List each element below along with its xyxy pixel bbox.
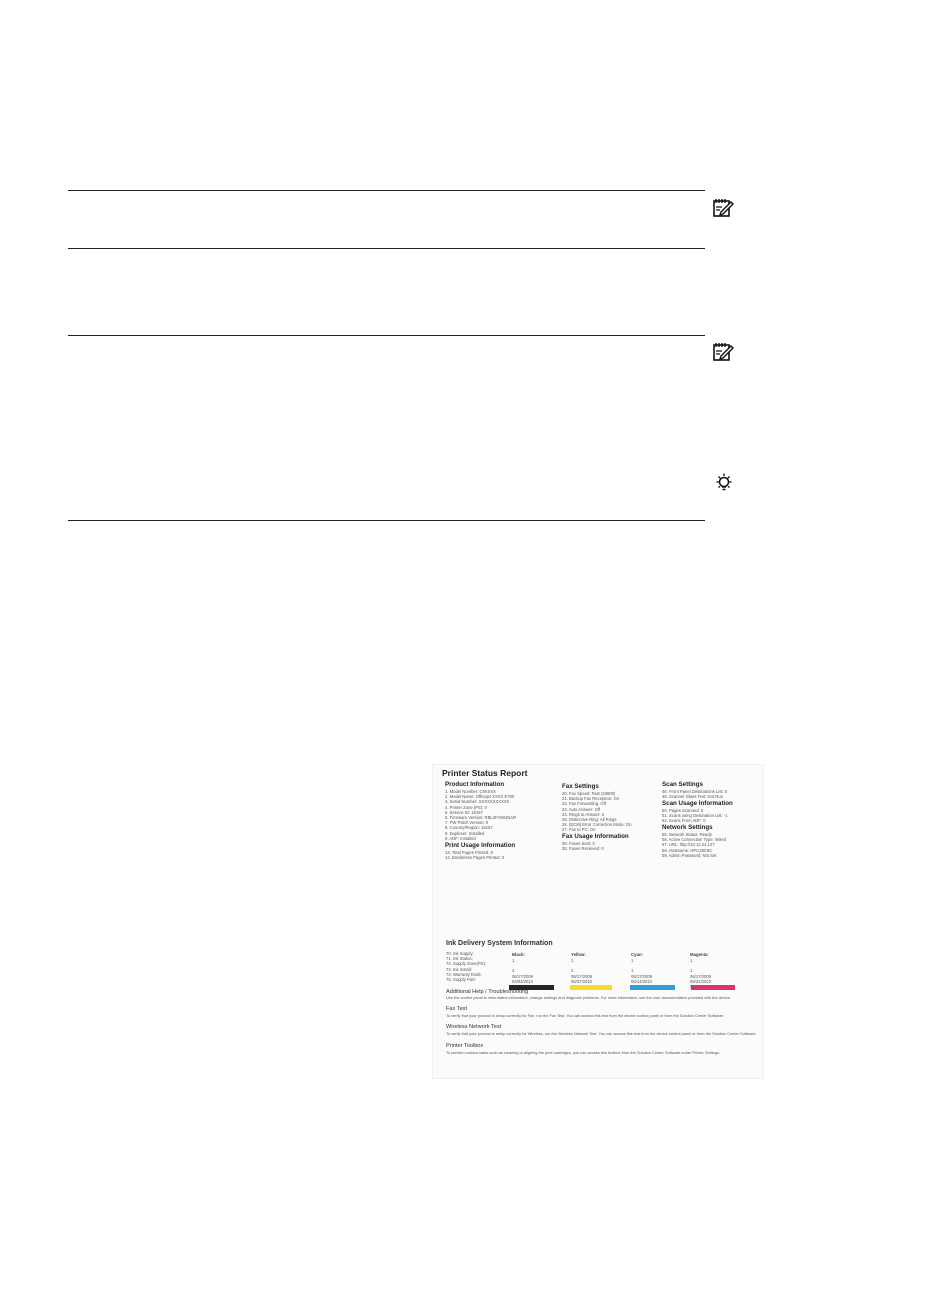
fax-test-text: To verify that your product is setup correctly for Fax, run the Fax Test. You can access this test from the device control panel or from the Solution Center Software.	[446, 1013, 725, 1018]
list-item: 46. Front Panel Destinations List: 0	[662, 789, 728, 794]
ink-swatch-yellow	[570, 985, 612, 990]
list-item: 20. Fax Speed: Fast (33600)	[562, 791, 616, 796]
toolbox-text: To perform various tasks such as cleaning or aligning the print cartridges, you can access this toolbox from the Solution Center Software under Printer Settings.	[446, 1050, 720, 1055]
list-item: 26. (ECM) Error Correction Mode: On	[562, 822, 632, 828]
list-item: 9. ADF: Installed	[445, 835, 476, 841]
list-item: 70. Ink Supply:	[446, 951, 474, 956]
wireless-test-heading: Wireless Network Test	[446, 1024, 502, 1030]
list-item: 1	[690, 968, 693, 974]
printer-status-report	[433, 765, 763, 1078]
list-item: 52. Scans From ADF: 0	[662, 818, 706, 824]
list-item: 23. Auto Answer: Off	[562, 806, 601, 812]
note-pad-icon	[712, 197, 734, 219]
list-item: 24. Rings to Answer: 5	[562, 811, 604, 817]
list-item: 8. Country/Region: 18167	[445, 825, 493, 831]
list-item: 2. Model Name: Officejet XXXX E700	[445, 794, 515, 800]
list-item: 1. Model Number: C9XXXX	[445, 789, 496, 794]
print-usage-list	[445, 850, 504, 860]
list-item: 21. Backup Fax Reception: On	[562, 796, 620, 802]
list-item: 3. Serial Number: XXXXXXXXXXX	[445, 799, 510, 805]
list-item: 06/17/2009	[512, 973, 533, 979]
fax-settings-list	[562, 791, 632, 833]
list-item: 30. Faxes Sent: 0	[562, 841, 595, 846]
list-item: 55. Network Status: Ready	[662, 832, 712, 837]
list-item: 22. Fax Forwarding: Off	[562, 801, 606, 807]
list-item: 06/17/2009	[631, 973, 652, 979]
list-item: 6. Firmware Version: RBL2FA081NAR	[445, 815, 516, 821]
ink-heading: Ink Delivery System Information	[446, 940, 553, 947]
list-item: 1	[512, 958, 515, 963]
list-item: 51. Scans using Destination List: -1	[662, 813, 728, 819]
divider-4	[68, 520, 705, 521]
list-item: 14. Borderless Pages Printed: 0	[445, 855, 505, 861]
list-item: 04/02/2010	[512, 978, 533, 984]
ink-col-magenta: Magenta:	[690, 952, 709, 957]
network-settings-list	[662, 832, 726, 858]
fax-settings-heading: Fax Settings	[562, 783, 599, 790]
list-item: 74. Warranty Ends:	[446, 971, 482, 977]
divider-2	[68, 248, 705, 249]
ink-col-cyan: Cyan:	[631, 952, 643, 957]
scan-usage-list	[662, 808, 728, 824]
list-item: 05/21/2010	[690, 978, 711, 984]
scan-settings-list	[662, 789, 727, 799]
list-item: 72. Supply Zone(PS):	[446, 961, 487, 967]
list-item: 48. Scanner Glass Test: Not Run	[662, 794, 723, 800]
list-item: 4. Printer Zone (PS): 0	[445, 804, 487, 810]
lightbulb-icon	[713, 472, 735, 494]
list-item: 25. Distinctive Ring: All Rings	[562, 817, 617, 823]
list-item: 06/14/2010	[631, 978, 652, 984]
list-item: 5. Service ID: 18167	[445, 809, 483, 815]
product-info-heading: Product Information	[445, 781, 505, 788]
toolbox-heading: Printer Toolbox	[446, 1043, 484, 1049]
list-item: 1	[690, 958, 693, 963]
divider-1	[68, 190, 705, 191]
list-item: 8. Duplexer: Installed	[445, 830, 485, 836]
list-item: 27. Fax to PC: On	[562, 827, 596, 833]
list-item: 1	[571, 968, 574, 974]
divider-3	[68, 335, 705, 336]
list-item: 06/17/2009	[571, 973, 592, 979]
help-text: Use the control panel to view status information, change settings and diagnose problems. For more information, see the user documentation provided with the device.	[446, 995, 732, 1000]
fax-usage-list	[562, 841, 604, 851]
list-item: 73. Ink Install:	[446, 966, 472, 972]
fax-test-heading: Fax Test	[446, 1006, 468, 1012]
list-item: 1	[631, 958, 634, 963]
ink-swatch-magenta	[691, 985, 735, 990]
ink-col-yellow: Yellow:	[571, 952, 586, 957]
ink-swatch-cyan	[630, 985, 675, 990]
list-item: 1	[571, 958, 574, 963]
list-item: 57. URL: http://10.12.24.127	[662, 842, 715, 848]
list-item: 35. Faxes Received: 0	[562, 846, 604, 852]
list-item: 50. Pages Scanned: 0	[662, 808, 704, 813]
network-settings-heading: Network Settings	[662, 824, 713, 831]
list-item: 2	[512, 968, 515, 974]
list-item: 75. Supply Part:	[446, 977, 476, 983]
list-item: 13. Total Pages Printed: 8	[445, 850, 493, 855]
ink-col-black: Black:	[512, 952, 525, 957]
list-item: 58. Hostname: HPC29C8C	[662, 847, 713, 853]
report-title: Printer Status Report	[442, 768, 528, 778]
ink-row-labels	[446, 951, 486, 982]
list-item: 59. Admin Password: Not Set	[662, 852, 717, 858]
list-item: 7. PW Patch Version: 0	[445, 820, 489, 826]
print-usage-heading: Print Usage Information	[445, 842, 516, 849]
list-item: 56. Active Connection Type: Wired	[662, 837, 726, 843]
list-item: 06/17/2009	[690, 973, 711, 979]
wireless-test-text: To verify that your product is setup correctly for Wireless, run the Wireless Network Test. You can access this test from the device control panel or from the Solution Center Software.	[446, 1031, 757, 1036]
help-heading: Additional Help / Troubleshooting	[446, 989, 529, 995]
note-pad-icon	[712, 341, 734, 363]
list-item: 71. Ink Status:	[446, 956, 473, 962]
list-item: 1	[631, 968, 634, 974]
scan-usage-heading: Scan Usage Information	[662, 800, 733, 807]
product-info-list	[445, 789, 516, 841]
list-item: 05/07/2010	[571, 978, 592, 984]
fax-usage-heading: Fax Usage Information	[562, 833, 629, 840]
scan-settings-heading: Scan Settings	[662, 781, 703, 788]
